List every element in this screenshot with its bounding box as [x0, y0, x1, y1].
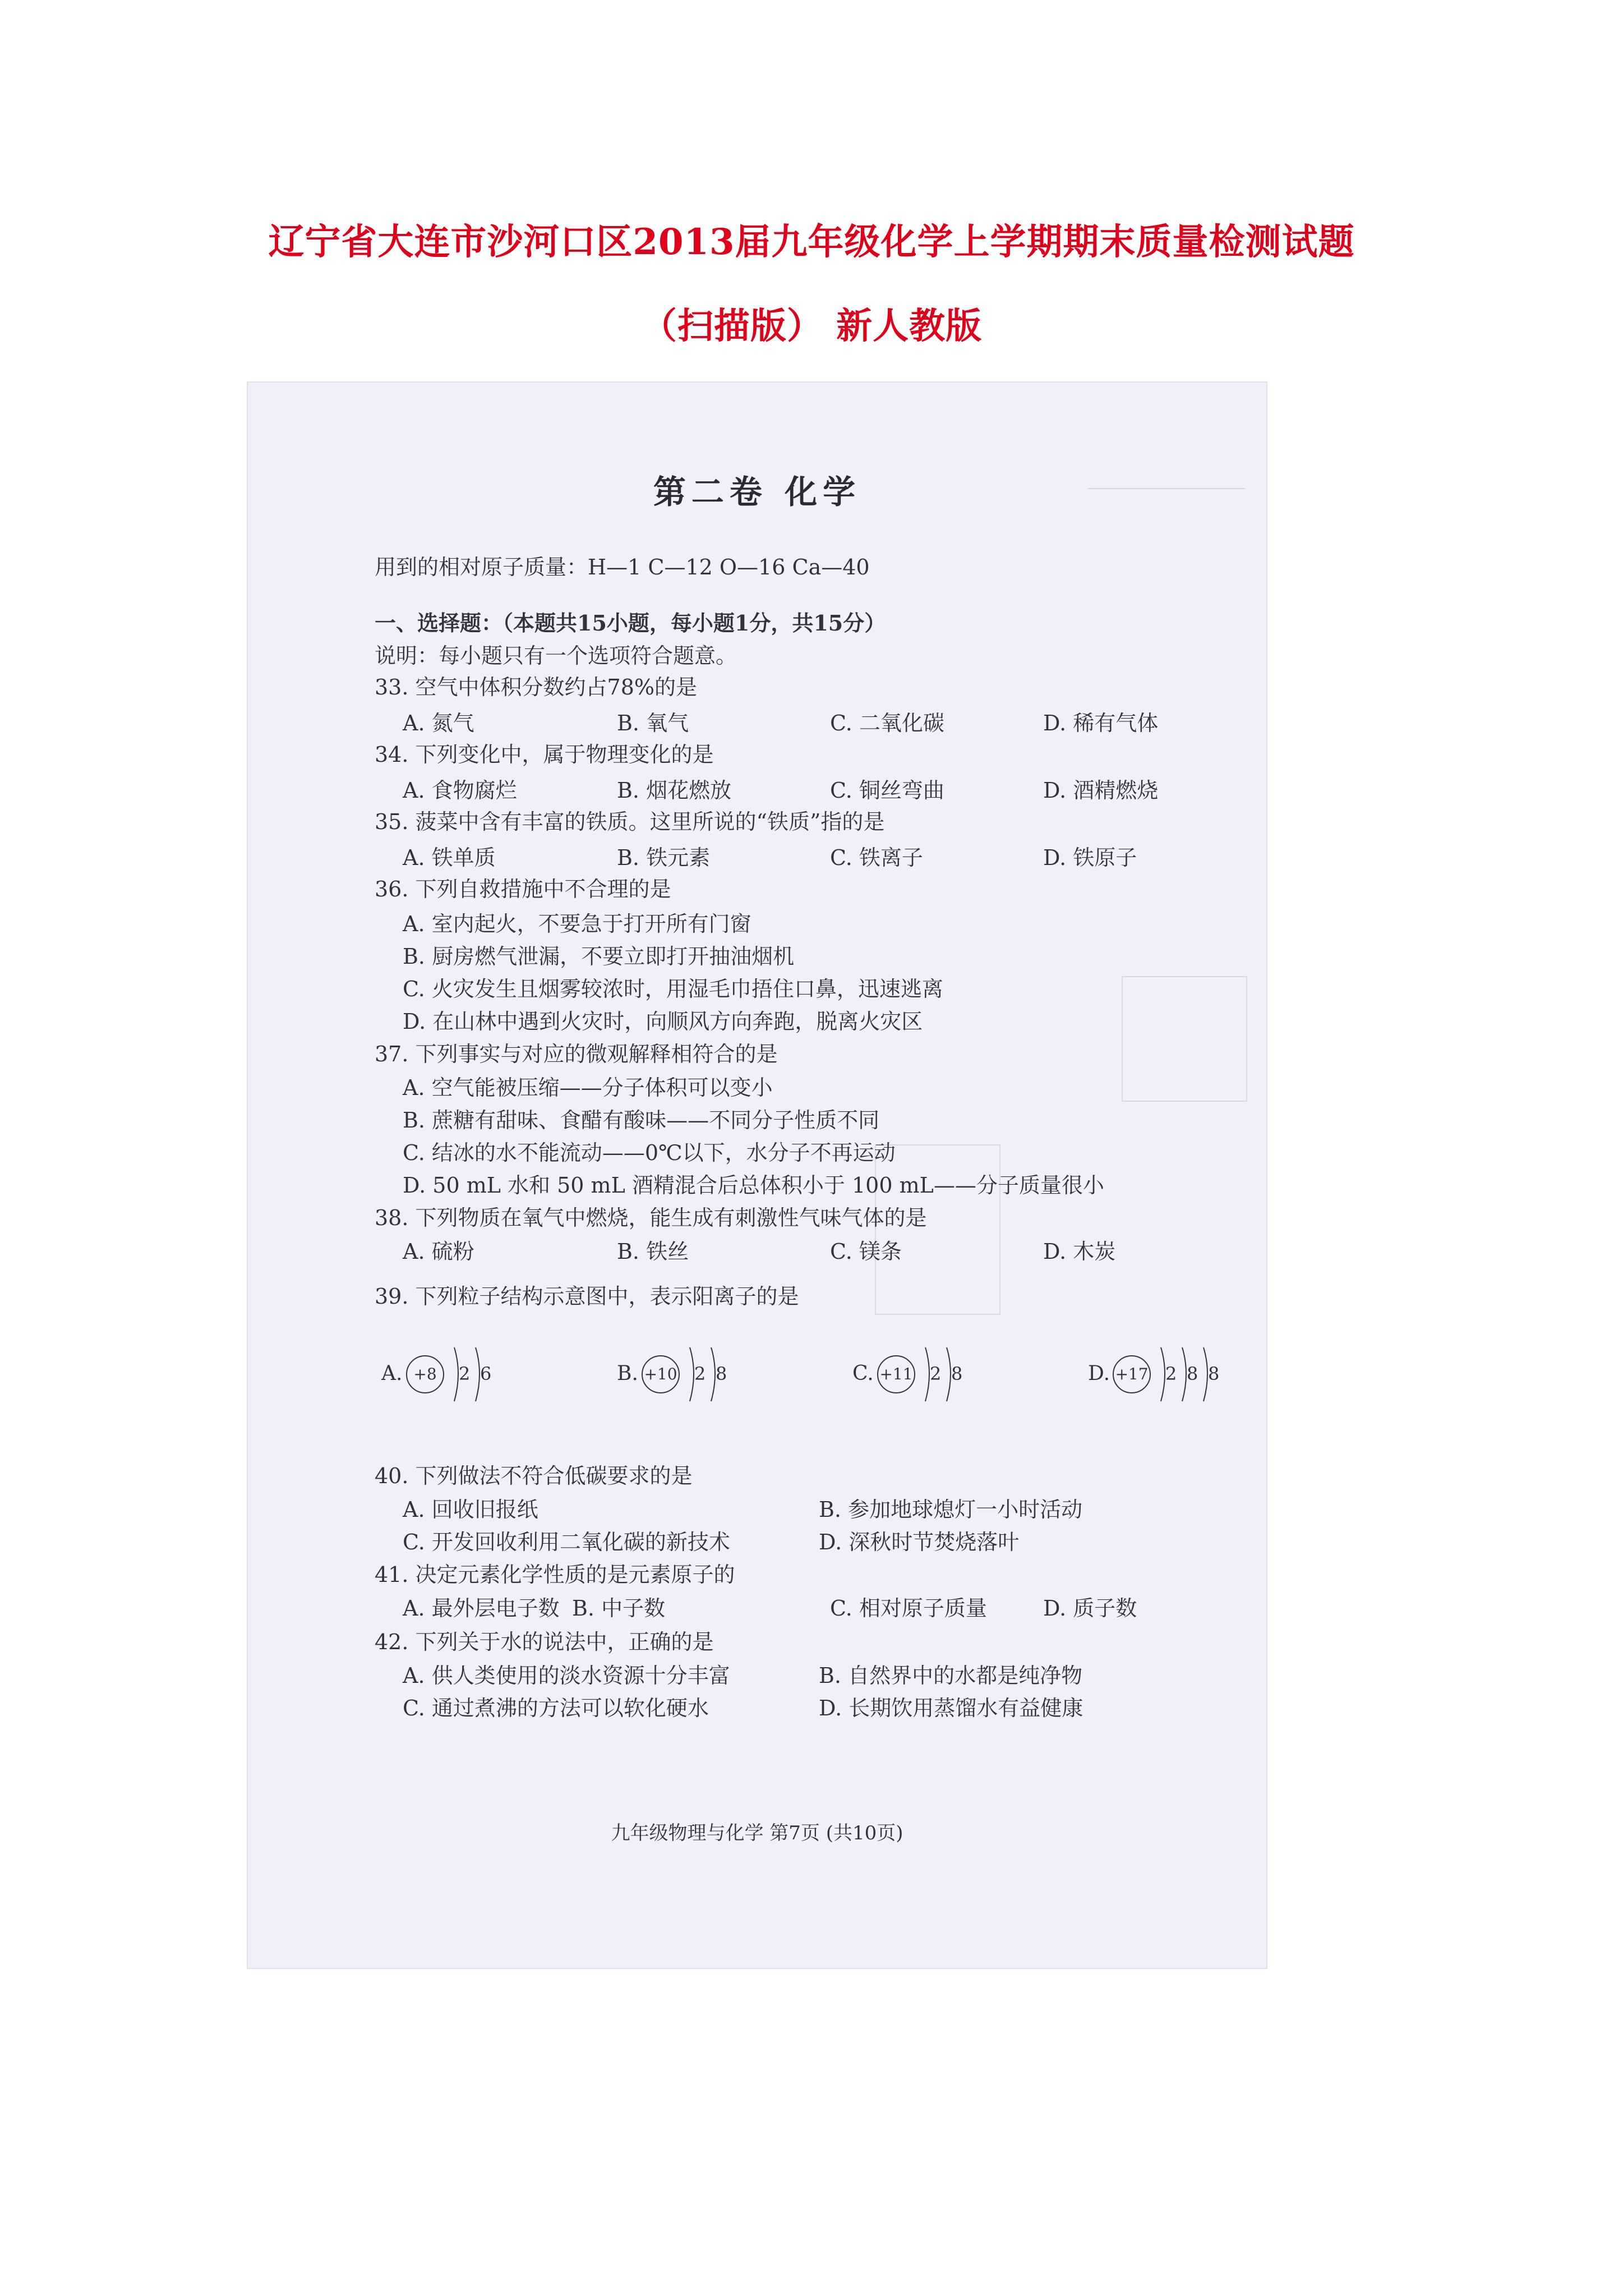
electron-count: 8: [951, 1363, 963, 1384]
question-36-option-c: C. 火灾发生且烟雾较浓时，用湿毛巾捂住口鼻，迅速逃离: [403, 977, 943, 1001]
question-41-option-b: B. 中子数: [572, 1596, 666, 1621]
question-37-stem: 37. 下列事实与对应的微观解释相符合的是: [375, 1042, 778, 1066]
electron-count: 6: [480, 1363, 492, 1384]
question-35-option-c: C. 铁离子: [830, 845, 923, 870]
electron-count: 8: [1208, 1363, 1220, 1384]
question-42-stem: 42. 下列关于水的说法中，正确的是: [375, 1630, 714, 1654]
electron-count: 2: [1165, 1363, 1177, 1384]
question-34-option-c: C. 铜丝弯曲: [830, 778, 944, 803]
question-40-stem: 40. 下列做法不符合低碳要求的是: [375, 1464, 693, 1488]
question-39-stem: 39. 下列粒子结构示意图中，表示阳离子的是: [375, 1284, 799, 1309]
part-heading: 一、选择题：（本题共15小题，每小题1分，共15分）: [375, 610, 886, 636]
electron-shell-arc: [925, 1347, 929, 1401]
question-33-stem: 33. 空气中体积分数约占78%的是: [375, 675, 697, 700]
question-35-option-d: D. 铁原子: [1043, 845, 1137, 870]
atom-option-label: D.: [1088, 1362, 1110, 1385]
question-38-stem: 38. 下列物质在氧气中燃烧，能生成有刺激性气味气体的是: [375, 1205, 927, 1230]
question-38-option-c: C. 镁条: [830, 1239, 902, 1264]
electron-shell-arc: [454, 1347, 458, 1401]
question-42-option-a: A. 供人类使用的淡水资源十分丰富: [403, 1663, 730, 1688]
question-41-option-c: C. 相对原子质量: [830, 1596, 987, 1621]
electron-shell-arc: [1204, 1347, 1207, 1401]
question-38-option-d: D. 木炭: [1043, 1239, 1116, 1264]
question-38-option-a: A. 硫粉: [403, 1239, 474, 1264]
question-40-option-d: D. 深秋时节焚烧落叶: [819, 1530, 1020, 1554]
electron-count: 2: [694, 1363, 706, 1384]
question-41-stem: 41. 决定元素化学性质的是元素原子的: [375, 1562, 735, 1587]
electron-shells: [1150, 1341, 1273, 1419]
question-36-option-d: D. 在山林中遇到火灾时，向顺风方向奔跑，脱离火灾区: [403, 1009, 923, 1034]
atom-nucleus: +17: [1113, 1355, 1151, 1393]
question-34-stem: 34. 下列变化中，属于物理变化的是: [375, 742, 714, 767]
document-title-line-1: 辽宁省大连市沙河口区2013届九年级化学上学期期末质量检测试题: [268, 221, 1355, 263]
question-34-option-d: D. 酒精燃烧: [1043, 778, 1159, 803]
electron-shells: [914, 1341, 1038, 1419]
electron-shell-arc: [1161, 1347, 1165, 1401]
question-35-stem: 35. 菠菜中含有丰富的铁质。这里所说的“铁质”指的是: [375, 809, 885, 834]
question-42-option-c: C. 通过煮沸的方法可以软化硬水: [403, 1696, 709, 1720]
question-36-option-b: B. 厨房燃气泄漏，不要立即打开抽油烟机: [403, 944, 795, 969]
question-33-option-b: B. 氧气: [617, 711, 689, 735]
question-33-option-a: A. 氮气: [403, 711, 474, 735]
document-title-line-2: （扫描版） 新人教版: [640, 305, 983, 347]
atom-option-label: A.: [381, 1362, 403, 1385]
question-37-option-a: A. 空气能被压缩——分子体积可以变小: [403, 1075, 773, 1100]
electron-shell-arc: [1182, 1347, 1186, 1401]
electron-count: 8: [716, 1363, 727, 1384]
electron-count: 2: [459, 1363, 471, 1384]
electron-count: 8: [1187, 1363, 1198, 1384]
atomic-masses: 用到的相对原子质量：H—1 C—12 O—16 Ca—40: [375, 555, 870, 579]
electron-count: 2: [930, 1363, 942, 1384]
question-37-option-c: C. 结冰的水不能流动——0℃以下，水分子不再运动: [403, 1140, 896, 1165]
instruction: 说明：每小题只有一个选项符合题意。: [375, 643, 737, 668]
question-42-option-b: B. 自然界中的水都是纯净物: [819, 1663, 1083, 1688]
question-35-option-b: B. 铁元素: [617, 845, 711, 870]
question-40-option-a: A. 回收旧报纸: [403, 1497, 538, 1522]
question-33-option-d: D. 稀有气体: [1043, 711, 1159, 735]
question-38-option-b: B. 铁丝: [617, 1239, 689, 1264]
section-title: 第二卷 化学: [653, 473, 861, 511]
question-37-option-d: D. 50 mL 水和 50 mL 酒精混合后总体积小于 100 mL——分子质量很小: [403, 1173, 1104, 1198]
question-33-option-c: C. 二氧化碳: [830, 711, 944, 735]
question-40-option-c: C. 开发回收利用二氧化碳的新技术: [403, 1530, 730, 1554]
electron-shells: [443, 1341, 566, 1419]
atom-option-label: C.: [852, 1362, 874, 1385]
question-40-option-b: B. 参加地球熄灯一小时活动: [819, 1497, 1083, 1522]
question-36-stem: 36. 下列自救措施中不合理的是: [375, 877, 671, 901]
electron-shell-arc: [690, 1347, 694, 1401]
question-34-option-a: A. 食物腐烂: [403, 778, 517, 803]
question-36-option-a: A. 室内起火，不要急于打开所有门窗: [403, 912, 751, 936]
page-footer: 九年级物理与化学 第7页 (共10页): [611, 1822, 903, 1844]
scanned-exam-page: [247, 381, 1267, 1969]
atom-nucleus: +11: [877, 1355, 915, 1393]
question-41-option-a: A. 最外层电子数: [403, 1596, 560, 1621]
atom-nucleus: +10: [642, 1355, 680, 1393]
atom-option-label: B.: [617, 1362, 638, 1385]
question-35-option-a: A. 铁单质: [403, 845, 496, 870]
electron-shells: [679, 1341, 802, 1419]
question-42-option-d: D. 长期饮用蒸馏水有益健康: [819, 1696, 1083, 1720]
question-41-option-d: D. 质子数: [1043, 1596, 1137, 1621]
question-37-option-b: B. 蔗糖有甜味、食醋有酸味——不同分子性质不同: [403, 1108, 880, 1133]
electron-shell-arc: [711, 1347, 715, 1401]
atom-structure-diagrams: [381, 1341, 1234, 1419]
electron-shell-arc: [476, 1347, 479, 1401]
atom-nucleus: +8: [406, 1355, 444, 1393]
electron-shell-arc: [947, 1347, 951, 1401]
bleed-through-mark: [1122, 976, 1247, 1102]
question-34-option-b: B. 烟花燃放: [617, 778, 732, 803]
